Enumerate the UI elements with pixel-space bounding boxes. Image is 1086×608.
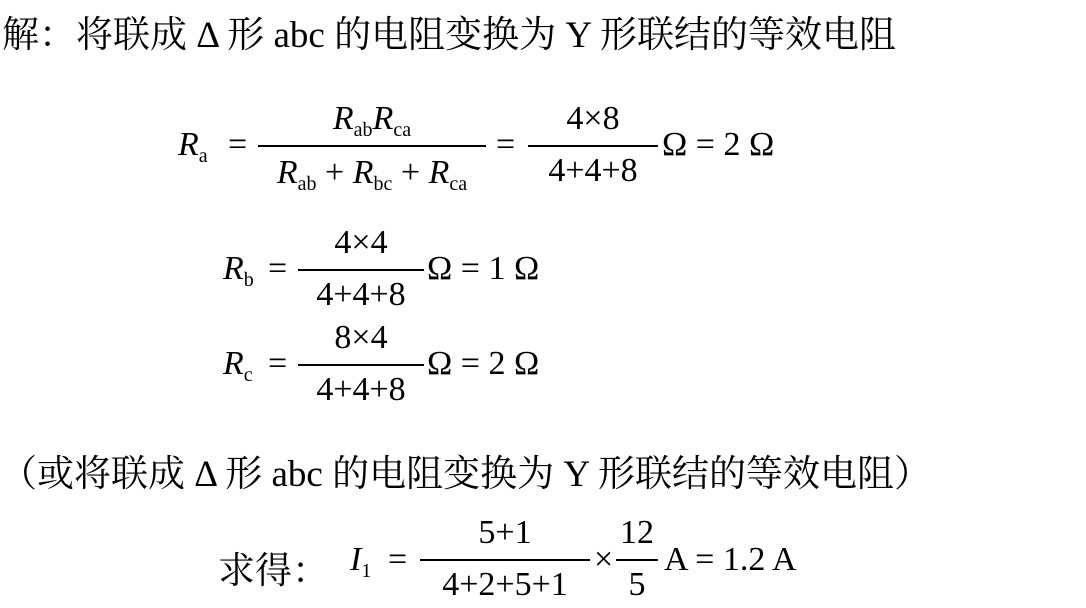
ra-equals-2: = xyxy=(496,126,516,163)
rc-denominator: 4+4+8 xyxy=(316,371,406,408)
rc-equals: = xyxy=(268,345,288,382)
i1-frac1-denominator: 4+2+5+1 xyxy=(442,566,568,603)
rb-fraction xyxy=(298,224,424,324)
rc-result: Ω = 2 Ω xyxy=(427,345,540,382)
ra-frac1-numerator xyxy=(258,100,486,142)
ra-lhs xyxy=(178,126,208,168)
i1-frac2-bar xyxy=(616,559,658,561)
den-sub2: bc xyxy=(373,173,393,195)
num-sub1: ab xyxy=(353,119,373,141)
rb-denominator: 4+4+8 xyxy=(316,276,406,313)
i1-frac2-denominator: 5 xyxy=(628,566,646,603)
i1-frac2-numerator: 12 xyxy=(620,514,654,551)
rc-bar xyxy=(298,364,424,366)
den-r3: R xyxy=(428,154,450,191)
i1-equals: = xyxy=(388,541,408,578)
rb-equals: = xyxy=(268,250,288,287)
rc-fraction xyxy=(298,319,424,419)
num-r1: R xyxy=(332,100,354,137)
ra-var: R xyxy=(178,126,199,163)
i1-frac1-bar xyxy=(420,559,590,561)
den-sub3: ca xyxy=(449,173,468,195)
ra-frac2-bar xyxy=(528,145,658,147)
den-r1: R xyxy=(276,154,298,191)
ra-frac1-bar xyxy=(258,145,486,147)
den-plus1: + xyxy=(325,154,345,191)
i1-result: A = 1.2 A xyxy=(664,541,797,578)
i1-sub: 1 xyxy=(361,560,372,582)
alternative-note: （或将联成 Δ 形 abc 的电阻变换为 Y 形联结的等效电阻） xyxy=(0,454,931,495)
i1-times: × xyxy=(594,541,614,578)
num-r2: R xyxy=(372,100,394,137)
rb-bar xyxy=(298,269,424,271)
num-sub2: ca xyxy=(393,119,412,141)
rb-result: Ω = 1 Ω xyxy=(427,250,540,287)
i1-fraction-1 xyxy=(420,514,590,608)
i1-var: I xyxy=(350,541,362,578)
ra-fraction-2 xyxy=(528,100,658,200)
den-plus2: + xyxy=(400,154,421,191)
den-sub1: ab xyxy=(297,173,317,195)
i1-frac1-numerator: 5+1 xyxy=(478,514,532,551)
rc-lhs xyxy=(223,345,253,387)
rb-var: R xyxy=(223,250,244,287)
den-r2: R xyxy=(352,154,374,191)
rc-numerator: 8×4 xyxy=(334,319,388,356)
i1-lhs xyxy=(350,541,371,583)
ra-frac2-numerator: 4×8 xyxy=(566,100,620,137)
rc-sub: c xyxy=(243,364,253,386)
rc-var: R xyxy=(223,345,244,382)
ra-sub: a xyxy=(198,145,208,167)
intro-text: 解：将联成 Δ 形 abc 的电阻变换为 Y 形联结的等效电阻 xyxy=(2,15,896,56)
ra-frac2-denominator: 4+4+8 xyxy=(548,152,638,189)
ra-equals-1: = xyxy=(228,126,248,163)
rb-lhs xyxy=(223,250,254,292)
rb-numerator: 4×4 xyxy=(334,224,388,261)
rb-sub: b xyxy=(243,269,254,291)
ra-fraction-1 xyxy=(258,100,486,200)
ra-result: Ω = 2 Ω xyxy=(662,126,775,163)
result-label: 求得： xyxy=(218,551,329,592)
ra-frac1-denominator xyxy=(258,154,486,196)
i1-fraction-2 xyxy=(616,514,658,608)
